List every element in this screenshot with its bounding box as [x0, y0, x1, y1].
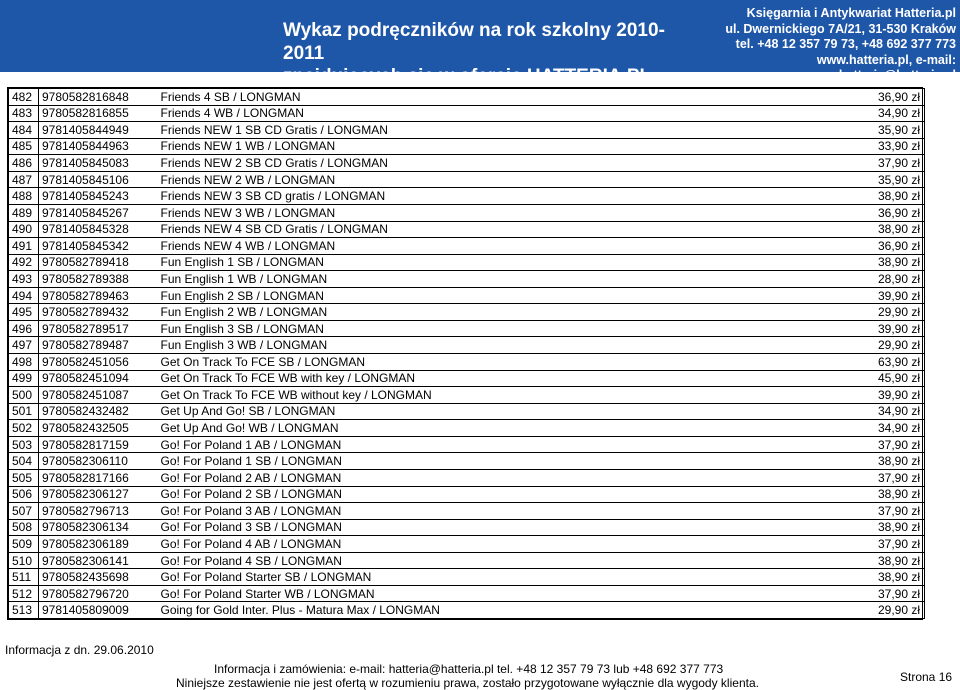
row-price: 37,90 zł	[845, 436, 925, 453]
row-title: Friends NEW 2 SB CD Gratis / LONGMAN	[158, 155, 845, 172]
row-isbn: 9781405845267	[39, 204, 158, 221]
row-price: 35,90 zł	[845, 122, 925, 139]
row-number: 497	[9, 337, 39, 354]
row-price: 39,90 zł	[845, 287, 925, 304]
table-row	[9, 569, 925, 586]
row-isbn: 9780582789487	[39, 337, 158, 354]
table-row	[9, 254, 925, 271]
table-row	[9, 436, 925, 453]
row-price: 38,90 zł	[845, 254, 925, 271]
row-price: 38,90 zł	[845, 552, 925, 569]
table-row	[9, 354, 925, 371]
row-number: 486	[9, 155, 39, 172]
row-number: 495	[9, 304, 39, 321]
row-title: Friends NEW 3 WB / LONGMAN	[158, 204, 845, 221]
row-isbn: 9780582796720	[39, 585, 158, 602]
row-number: 508	[9, 519, 39, 536]
row-isbn: 9780582816855	[39, 105, 158, 122]
disclaimer: Niniejsze zestawienie nie jest ofertą w rozumieniu prawa, zostało przygotowane wyłącznie dla wygody klienta.	[176, 676, 759, 690]
title-line-2: znajdujących się w ofercie HATTERIA.PL	[283, 66, 652, 87]
table-row	[9, 552, 925, 569]
row-price: 28,90 zł	[845, 271, 925, 288]
row-title: Get On Track To FCE WB with key / LONGMAN	[158, 370, 845, 387]
row-price: 38,90 zł	[845, 569, 925, 586]
row-price: 38,90 zł	[845, 486, 925, 503]
row-title: Get On Track To FCE WB without key / LONGMAN	[158, 387, 845, 404]
row-number: 484	[9, 122, 39, 139]
row-title: Fun English 1 SB / LONGMAN	[158, 254, 845, 271]
row-title: Friends 4 SB / LONGMAN	[158, 89, 845, 106]
row-price: 36,90 zł	[845, 89, 925, 106]
row-price: 63,90 zł	[845, 354, 925, 371]
row-title: Get Up And Go! SB / LONGMAN	[158, 403, 845, 420]
row-title: Friends NEW 1 SB CD Gratis / LONGMAN	[158, 122, 845, 139]
info-date: Informacja z dn. 29.06.2010	[5, 643, 154, 657]
row-isbn: 9780582451056	[39, 354, 158, 371]
row-price: 36,90 zł	[845, 204, 925, 221]
row-title: Go! For Poland 3 AB / LONGMAN	[158, 503, 845, 520]
row-price: 38,90 zł	[845, 221, 925, 238]
row-isbn: 9780582789418	[39, 254, 158, 271]
row-title: Fun English 2 SB / LONGMAN	[158, 287, 845, 304]
row-isbn: 9780582817159	[39, 436, 158, 453]
row-title: Go! For Poland Starter WB / LONGMAN	[158, 585, 845, 602]
shop-web: www.hatteria.pl, e-mail: hatteria@hatteria.pl	[816, 52, 956, 82]
row-title: Fun English 3 SB / LONGMAN	[158, 320, 845, 337]
row-title: Fun English 1 WB / LONGMAN	[158, 271, 845, 288]
row-number: 507	[9, 503, 39, 520]
row-isbn: 9780582435698	[39, 569, 158, 586]
row-isbn: 9780582789463	[39, 287, 158, 304]
shop-address: ul. Dwernickiego 7A/21, 31-530 Kraków	[725, 21, 956, 36]
page-title	[283, 19, 703, 88]
row-price: 34,90 zł	[845, 420, 925, 437]
row-number: 500	[9, 387, 39, 404]
row-isbn: 9780582451087	[39, 387, 158, 404]
row-number: 510	[9, 552, 39, 569]
shop-name: Księgarnia i Antykwariat Hatteria.pl	[746, 6, 956, 20]
table-row	[9, 387, 925, 404]
row-price: 37,90 zł	[845, 503, 925, 520]
row-isbn: 9780582816848	[39, 89, 158, 106]
row-price: 35,90 zł	[845, 171, 925, 188]
table-row	[9, 138, 925, 155]
row-number: 489	[9, 204, 39, 221]
table-row	[9, 320, 925, 337]
row-title: Friends NEW 4 WB / LONGMAN	[158, 238, 845, 255]
row-number: 490	[9, 221, 39, 238]
row-isbn: 9780582796713	[39, 503, 158, 520]
title-line-1: Wykaz podręczników na rok szkolny 2010-2011	[283, 20, 665, 64]
row-price: 29,90 zł	[845, 337, 925, 354]
row-price: 38,90 zł	[845, 188, 925, 205]
row-title: Friends NEW 1 WB / LONGMAN	[158, 138, 845, 155]
row-title: Get Up And Go! WB / LONGMAN	[158, 420, 845, 437]
row-price: 38,90 zł	[845, 453, 925, 470]
table-row	[9, 155, 925, 172]
table-row	[9, 370, 925, 387]
row-title: Fun English 2 WB / LONGMAN	[158, 304, 845, 321]
row-number: 487	[9, 171, 39, 188]
row-price: 37,90 zł	[845, 536, 925, 553]
row-title: Go! For Poland 2 AB / LONGMAN	[158, 469, 845, 486]
table-row	[9, 221, 925, 238]
book-table-body	[9, 89, 925, 619]
row-isbn: 9781405844949	[39, 122, 158, 139]
row-number: 499	[9, 370, 39, 387]
row-isbn: 9781405845328	[39, 221, 158, 238]
row-number: 512	[9, 585, 39, 602]
table-row	[9, 519, 925, 536]
row-price: 37,90 zł	[845, 585, 925, 602]
row-title: Go! For Poland 4 AB / LONGMAN	[158, 536, 845, 553]
row-isbn: 9781405809009	[39, 602, 158, 619]
row-title: Go! For Poland 1 SB / LONGMAN	[158, 453, 845, 470]
row-title: Go! For Poland Starter SB / LONGMAN	[158, 569, 845, 586]
table-row	[9, 486, 925, 503]
table-row	[9, 122, 925, 139]
row-number: 482	[9, 89, 39, 106]
row-number: 491	[9, 238, 39, 255]
table-row	[9, 602, 925, 619]
row-number: 493	[9, 271, 39, 288]
row-title: Go! For Poland 1 AB / LONGMAN	[158, 436, 845, 453]
row-isbn: 9780582306189	[39, 536, 158, 553]
row-title: Friends NEW 2 WB / LONGMAN	[158, 171, 845, 188]
row-price: 37,90 zł	[845, 469, 925, 486]
row-title: Going for Gold Inter. Plus - Matura Max / LONGMAN	[158, 602, 845, 619]
row-price: 36,90 zł	[845, 238, 925, 255]
row-price: 34,90 zł	[845, 105, 925, 122]
row-price: 29,90 zł	[845, 304, 925, 321]
row-isbn: 9780582432505	[39, 420, 158, 437]
table-row	[9, 204, 925, 221]
row-title: Go! For Poland 4 SB / LONGMAN	[158, 552, 845, 569]
row-number: 503	[9, 436, 39, 453]
row-number: 494	[9, 287, 39, 304]
row-isbn: 9780582306134	[39, 519, 158, 536]
table-row	[9, 188, 925, 205]
row-isbn: 9780582432482	[39, 403, 158, 420]
row-number: 511	[9, 569, 39, 586]
row-isbn: 9781405844963	[39, 138, 158, 155]
row-number: 492	[9, 254, 39, 271]
row-isbn: 9780582306141	[39, 552, 158, 569]
row-number: 513	[9, 602, 39, 619]
row-price: 39,90 zł	[845, 387, 925, 404]
shop-phone: tel. +48 12 357 79 73, +48 692 377 773	[735, 37, 956, 51]
table-row	[9, 105, 925, 122]
row-isbn: 9780582789432	[39, 304, 158, 321]
row-isbn: 9780582306127	[39, 486, 158, 503]
row-isbn: 9780582789388	[39, 271, 158, 288]
table-row	[9, 536, 925, 553]
row-isbn: 9780582817166	[39, 469, 158, 486]
header-banner	[0, 0, 960, 87]
row-price: 34,90 zł	[845, 403, 925, 420]
row-title: Get On Track To FCE SB / LONGMAN	[158, 354, 845, 371]
row-number: 488	[9, 188, 39, 205]
row-price: 38,90 zł	[845, 519, 925, 536]
row-title: Friends NEW 4 SB CD Gratis / LONGMAN	[158, 221, 845, 238]
row-number: 506	[9, 486, 39, 503]
table-row	[9, 337, 925, 354]
shop-contact-block	[706, 6, 956, 84]
row-number: 496	[9, 320, 39, 337]
page-number: Strona 16	[900, 670, 953, 684]
row-title: Go! For Poland 2 SB / LONGMAN	[158, 486, 845, 503]
table-row	[9, 585, 925, 602]
table-row	[9, 271, 925, 288]
row-isbn: 9780582306110	[39, 453, 158, 470]
row-number: 504	[9, 453, 39, 470]
row-title: Fun English 3 WB / LONGMAN	[158, 337, 845, 354]
row-isbn: 9780582789517	[39, 320, 158, 337]
row-title: Friends 4 WB / LONGMAN	[158, 105, 845, 122]
row-price: 39,90 zł	[845, 320, 925, 337]
row-isbn: 9781405845243	[39, 188, 158, 205]
order-contact: Informacja i zamówienia: e-mail: hatteria@hatteria.pl tel. +48 12 357 79 73 lub +48 692 377 773	[214, 662, 724, 676]
table-row	[9, 420, 925, 437]
table-row	[9, 503, 925, 520]
row-isbn: 9781405845342	[39, 238, 158, 255]
row-number: 501	[9, 403, 39, 420]
row-number: 485	[9, 138, 39, 155]
table-row	[9, 89, 925, 106]
table-row	[9, 453, 925, 470]
row-number: 505	[9, 469, 39, 486]
row-title: Go! For Poland 3 SB / LONGMAN	[158, 519, 845, 536]
table-row	[9, 469, 925, 486]
row-isbn: 9781405845083	[39, 155, 158, 172]
row-price: 29,90 zł	[845, 602, 925, 619]
book-table	[8, 88, 925, 619]
row-isbn: 9780582451094	[39, 370, 158, 387]
row-number: 509	[9, 536, 39, 553]
row-number: 502	[9, 420, 39, 437]
table-row	[9, 403, 925, 420]
row-number: 483	[9, 105, 39, 122]
row-isbn: 9781405845106	[39, 171, 158, 188]
table-row	[9, 304, 925, 321]
row-price: 33,90 zł	[845, 138, 925, 155]
table-row	[9, 287, 925, 304]
table-row	[9, 238, 925, 255]
row-number: 498	[9, 354, 39, 371]
row-price: 37,90 zł	[845, 155, 925, 172]
table-row	[9, 171, 925, 188]
row-price: 45,90 zł	[845, 370, 925, 387]
row-title: Friends NEW 3 SB CD gratis / LONGMAN	[158, 188, 845, 205]
book-table-container	[7, 87, 923, 620]
